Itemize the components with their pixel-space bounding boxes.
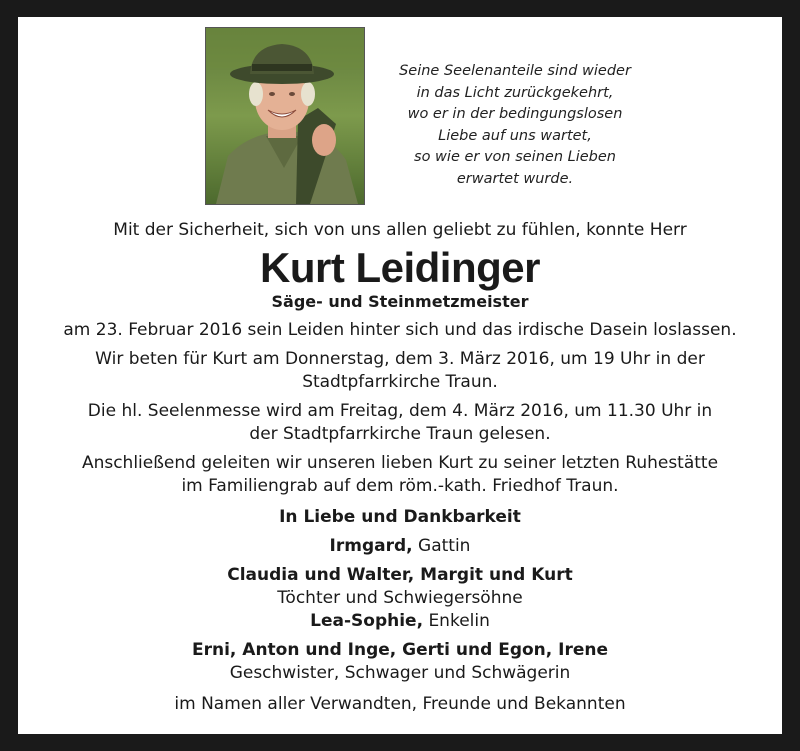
passing-line: am 23. Februar 2016 sein Leiden hinter sich und das irdische Dasein loslassen. — [63, 320, 737, 340]
mass-line: Die hl. Seelenmesse wird am Freitag, dem 4. März 2016, um 11.30 Uhr in — [87, 401, 713, 421]
siblings-role: Geschwister, Schwager und Schwägerin — [229, 663, 571, 683]
profession: Säge- und Steinmetzmeister — [271, 292, 529, 311]
portrait-photo — [205, 27, 365, 205]
grandchild-role: Enkelin — [428, 611, 490, 631]
poem-line: in das Licht zurückgekehrt, — [416, 84, 614, 101]
wife-role: Gattin — [418, 536, 471, 556]
deceased-name: Kurt Leidinger — [259, 244, 540, 291]
mourner-daughters: Claudia und Walter, Margit und Kurt — [227, 565, 573, 585]
obituary-text — [18, 217, 782, 716]
intro-line: Mit der Sicherheit, sich von uns allen geliebt zu fühlen, konnte Herr — [113, 220, 687, 240]
daughters-role: Töchter und Schwiegersöhne — [277, 588, 523, 608]
closing-phrase: In Liebe und Dankbarkeit — [279, 507, 521, 527]
poem-line: Liebe auf uns wartet, — [438, 127, 592, 144]
poem-line: Seine Seelenanteile sind wieder — [399, 63, 631, 79]
obituary-card — [18, 17, 782, 734]
poem-line: wo er in der bedingungslosen — [407, 106, 623, 122]
final-line: im Namen aller Verwandten, Freunde und Bekannten — [174, 694, 626, 714]
mourner-siblings: Erni, Anton und Inge, Gerti und Egon, Irene — [191, 640, 609, 660]
burial-paragraph — [18, 452, 782, 498]
burial-line: im Familiengrab auf dem röm.-kath. Friedhof Traun. — [181, 476, 619, 496]
mourner-grandchild — [18, 610, 782, 633]
mass-paragraph — [18, 400, 782, 446]
mourner-wife — [18, 535, 782, 558]
prayer-line: Stadtpfarrkirche Traun. — [302, 372, 498, 392]
portrait-illustration — [206, 28, 364, 204]
grandchild-name: Lea-Sophie, — [310, 611, 424, 631]
burial-line: Anschließend geleiten wir unseren lieben Kurt zu seiner letzten Ruhestätte — [81, 453, 719, 473]
prayer-paragraph — [18, 348, 782, 394]
prayer-line: Wir beten für Kurt am Donnerstag, dem 3. März 2016, um 19 Uhr in der — [95, 349, 705, 369]
mass-line: der Stadtpfarrkirche Traun gelesen. — [249, 424, 551, 444]
memorial-poem — [378, 61, 652, 190]
wife-name: Irmgard, — [329, 536, 413, 556]
poem-line: erwartet wurde. — [456, 170, 574, 187]
poem-line: so wie er von seinen Lieben — [414, 149, 616, 165]
